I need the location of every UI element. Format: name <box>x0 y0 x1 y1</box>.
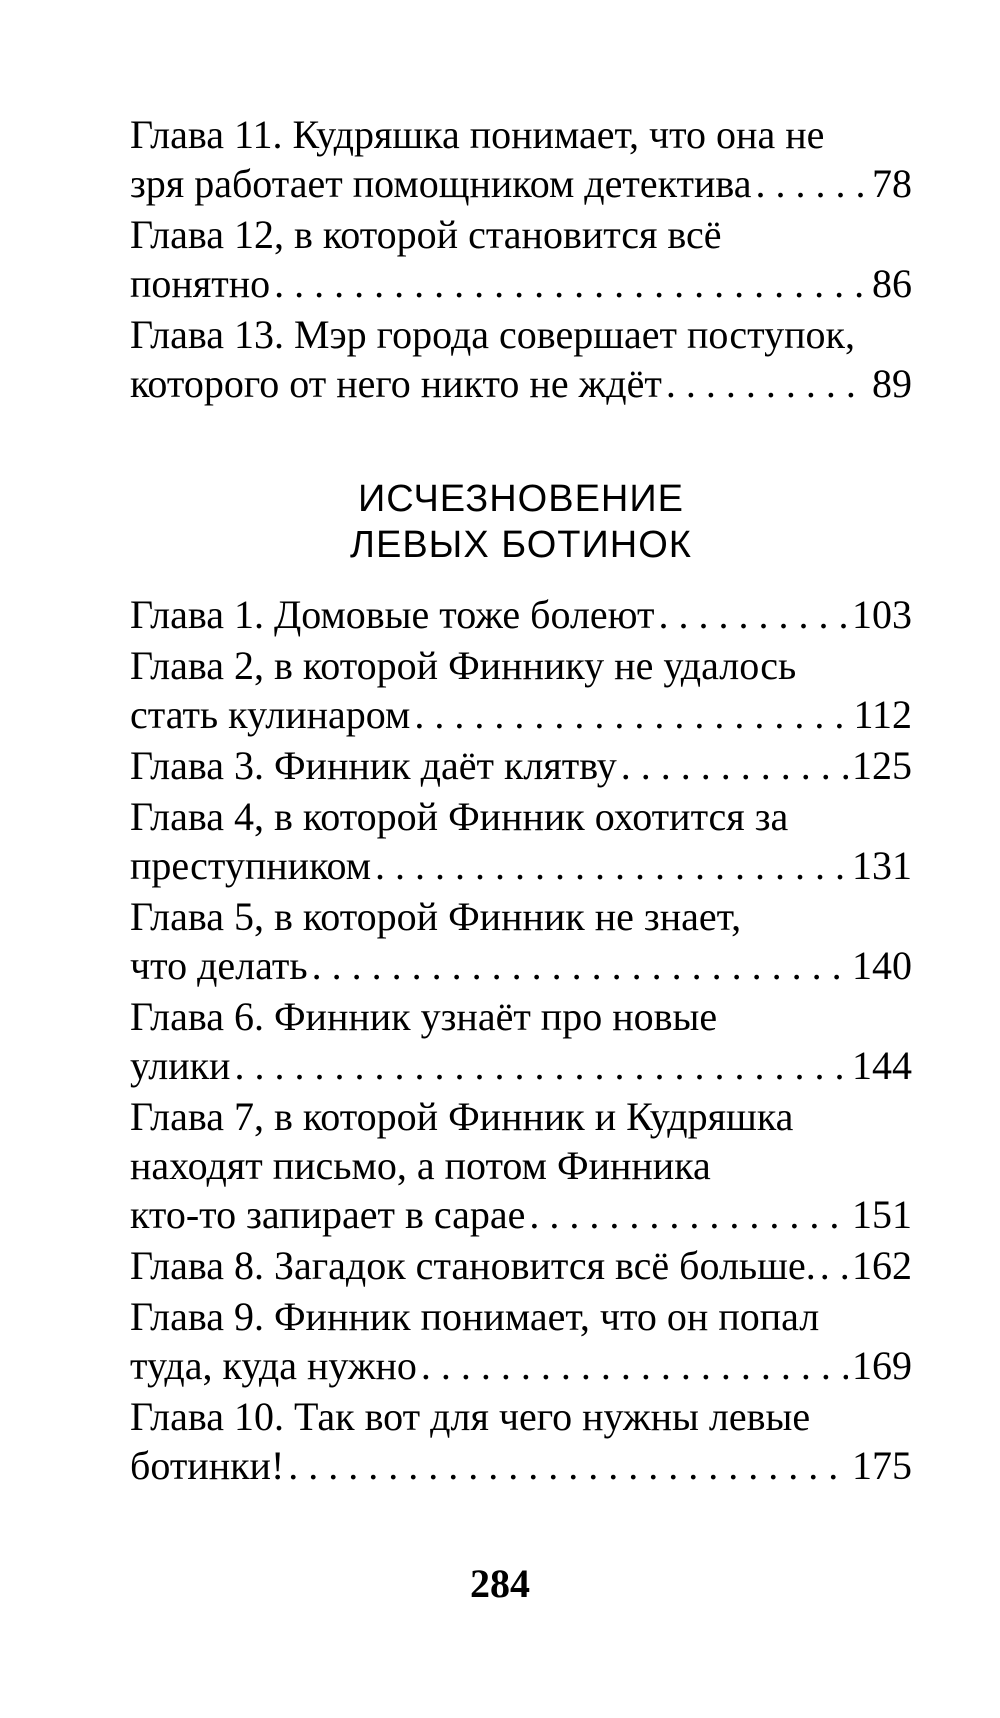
toc-entry-line: Глава 5, в которой Финник не знает, <box>130 894 742 939</box>
toc-entry-title: ботинки! <box>130 1443 285 1488</box>
toc-entry-final-line <box>130 159 912 208</box>
toc-entry-final-line <box>130 359 912 408</box>
toc-entry <box>130 590 912 639</box>
dot-leader <box>666 359 868 408</box>
toc-entry-title: которого от него никто не ждёт <box>130 361 662 406</box>
toc-entry <box>130 1392 912 1490</box>
toc-entry-page-number: 151 <box>852 1192 912 1237</box>
dot-leader <box>234 1041 848 1090</box>
toc-entry-title: кто-то запирает в сарае <box>130 1192 526 1237</box>
section-title-line-2: ЛЕВЫХ БОТИНОК <box>350 524 692 566</box>
toc-entry <box>130 792 912 890</box>
toc-entry-line: Глава 2, в которой Финнику не удалось <box>130 643 797 688</box>
toc-entry-title: туда, куда нужно <box>130 1343 417 1388</box>
toc-entry-page-number: 89 <box>872 361 912 406</box>
toc-entry <box>130 110 912 208</box>
toc-entry-page-number: 125 <box>852 743 912 788</box>
toc-entry-title: преступником <box>130 843 372 888</box>
toc-entry-page-number: 162 <box>852 1243 912 1288</box>
toc-entry <box>130 741 912 790</box>
toc-entry-page-number: 131 <box>852 843 912 888</box>
toc-entry-final-line <box>130 1441 912 1490</box>
dot-leader <box>312 941 848 990</box>
toc-entry-title: улики <box>130 1043 231 1088</box>
dot-leader <box>820 1241 848 1290</box>
toc-group-previous-story <box>130 110 912 408</box>
toc-entry <box>130 641 912 739</box>
toc-entry <box>130 210 912 308</box>
toc-entry-page-number: 175 <box>852 1443 912 1488</box>
toc-entry-title: зря работает помощником детектива <box>130 161 752 206</box>
toc-entry-page-number: 112 <box>853 692 912 737</box>
toc-group-section <box>130 590 912 1490</box>
section-title <box>130 476 912 568</box>
toc-entry-line: Глава 9. Финник понимает, что он попал <box>130 1294 820 1339</box>
dot-leader <box>621 741 848 790</box>
dot-leader <box>421 1341 848 1390</box>
toc-entry-final-line <box>130 690 912 739</box>
toc-entry-line: Глава 12, в которой становится всё <box>130 212 722 257</box>
toc-entry <box>130 1241 912 1290</box>
toc-entry-page-number: 103 <box>852 592 912 637</box>
toc-entry-line: находят письмо, а потом Финника <box>130 1143 711 1188</box>
toc-entry-page-number: 144 <box>852 1043 912 1088</box>
toc-entry-title: Глава 1. Домовые тоже болеют <box>130 592 655 637</box>
toc-entry <box>130 1092 912 1239</box>
section-title-line-1: ИСЧЕЗНОВЕНИЕ <box>357 478 685 520</box>
toc-entry-page-number: 86 <box>872 261 912 306</box>
toc-entry-final-line <box>130 1341 912 1390</box>
dot-leader <box>659 590 849 639</box>
toc-entry-final-line <box>130 841 912 890</box>
toc-entry-final-line <box>130 1241 912 1290</box>
toc-entry <box>130 310 912 408</box>
page-number: 284 <box>470 1561 530 1606</box>
toc-entry-final-line <box>130 259 912 308</box>
dot-leader <box>529 1190 848 1239</box>
dot-leader <box>288 1441 848 1490</box>
toc-entry-title: стать кулинаром <box>130 692 411 737</box>
toc-entry-line: Глава 10. Так вот для чего нужны левые <box>130 1394 811 1439</box>
dot-leader <box>375 841 848 890</box>
toc-entry-line: Глава 6. Финник узнаёт про новые <box>130 994 718 1039</box>
toc-entry-line: Глава 7, в которой Финник и Кудряшка <box>130 1094 794 1139</box>
toc-entry-line: Глава 13. Мэр города совершает поступок, <box>130 312 855 357</box>
toc-entry-title: Глава 3. Финник даёт клятву <box>130 743 617 788</box>
table-of-contents <box>130 110 912 1492</box>
toc-entry-page-number: 169 <box>852 1343 912 1388</box>
toc-entry-page-number: 140 <box>852 943 912 988</box>
dot-leader <box>274 259 868 308</box>
dot-leader <box>414 690 849 739</box>
toc-entry-final-line <box>130 741 912 790</box>
toc-entry <box>130 1292 912 1390</box>
toc-entry-line: Глава 4, в которой Финник охотится за <box>130 794 789 839</box>
toc-entry-final-line <box>130 941 912 990</box>
toc-entry-final-line <box>130 1041 912 1090</box>
toc-entry-final-line <box>130 1190 912 1239</box>
toc-entry-title: Глава 8. Загадок становится всё больше. <box>130 1243 816 1288</box>
toc-entry-final-line <box>130 590 912 639</box>
toc-entry-line: Глава 11. Кудряшка понимает, что она не <box>130 112 825 157</box>
toc-entry <box>130 992 912 1090</box>
toc-entry-title: понятно <box>130 261 271 306</box>
toc-entry-title: что делать <box>130 943 308 988</box>
toc-entry-page-number: 78 <box>872 161 912 206</box>
dot-leader <box>756 159 868 208</box>
toc-entry <box>130 892 912 990</box>
